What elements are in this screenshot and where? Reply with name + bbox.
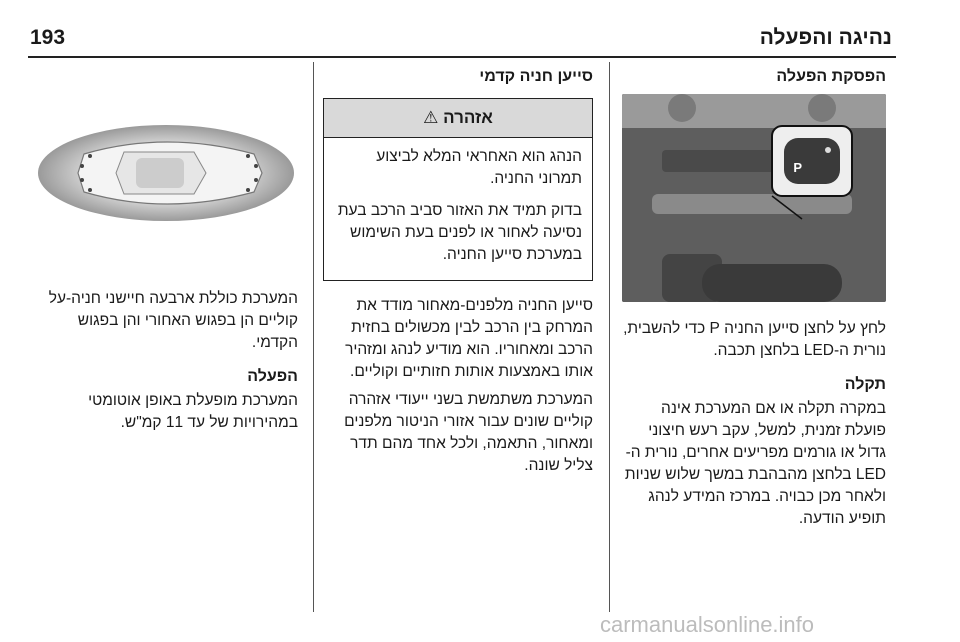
warning-title: אזהרה — [443, 108, 493, 127]
warning-triangle-icon: ⚠ — [423, 108, 439, 127]
page-header-title: נהיגה והפעלה — [759, 26, 892, 49]
button-illustration-icon — [622, 94, 886, 302]
sensor-diagram — [34, 70, 298, 276]
car-sensor-zones-icon — [34, 70, 298, 276]
warning-paragraph-2: בדוק תמיד את האזור סביב הרכב בעת נסיעה לאחור או לפנים בעת השימוש במערכת סייען החניה. — [337, 202, 582, 263]
park-assist-paragraph-1: סייען החניה מלפנים-מאחור מודד את המרחק בין הרכב לבין מכשולים בחזית הרכב ומאחוריו. הוא מודיע לנהג ומזהיר אותו באמצעות אותות חזותיים וקוליים. — [345, 297, 593, 380]
watermark-text: carmanualsonline.info — [600, 612, 815, 637]
svg-text:P: P — [793, 160, 802, 175]
warning-header — [324, 99, 592, 138]
sensors-paragraph: המערכת כוללת ארבעה חיישני חניה-על קוליים הן בפגוש האחורי והן בפגוש הקדמי. — [48, 290, 298, 351]
warning-box — [323, 98, 593, 281]
warning-body — [324, 138, 592, 280]
warning-paragraph-1: הנהג הוא האחראי המלא לביצוע תמרוני החניה. — [376, 148, 582, 187]
header-rule — [28, 56, 896, 58]
page-number: 193 — [30, 26, 66, 49]
park-assist-paragraph-2: המערכת משתמשת בשני ייעודי אזהרה קוליים שונים עבור אזורי הניטור מלפנים ומאחור, התאמה, ולכל אחד מהם תדר צליל שונה. — [344, 391, 593, 474]
section-title-deactivation: הפסקת הפעלה — [776, 68, 886, 85]
right-column-body — [622, 318, 886, 536]
activation-heading: הפעלה — [247, 368, 298, 385]
column-divider-right — [609, 62, 610, 612]
button-photo — [622, 94, 886, 302]
middle-column — [323, 66, 593, 483]
fault-heading: תקלה — [844, 376, 886, 393]
column-divider-left — [313, 62, 314, 612]
section-title-front-park-assist: סייען חניה קדמי — [479, 68, 593, 85]
deactivation-paragraph: לחץ על לחצן סייען החניה P כדי להשבית, נורית ה-LED בלחצן תכבה. — [623, 320, 886, 359]
left-column — [34, 288, 298, 440]
fault-paragraph: במקרה תקלה או אם המערכת אינה פועלת זמנית, למשל, עקב רעש חיצוני גדול או גורמים מפריעים אחרים, נורית ה-LED בלחצן מהבהבת במשך שלוש שניות ולאחר מכן כבויה. במרכז המידע לנהג תופיע הודעה. — [624, 400, 886, 527]
activation-paragraph: המערכת מופעלת באופן אוטומטי במהירויות של עד 11 קמ"ש. — [88, 392, 298, 431]
